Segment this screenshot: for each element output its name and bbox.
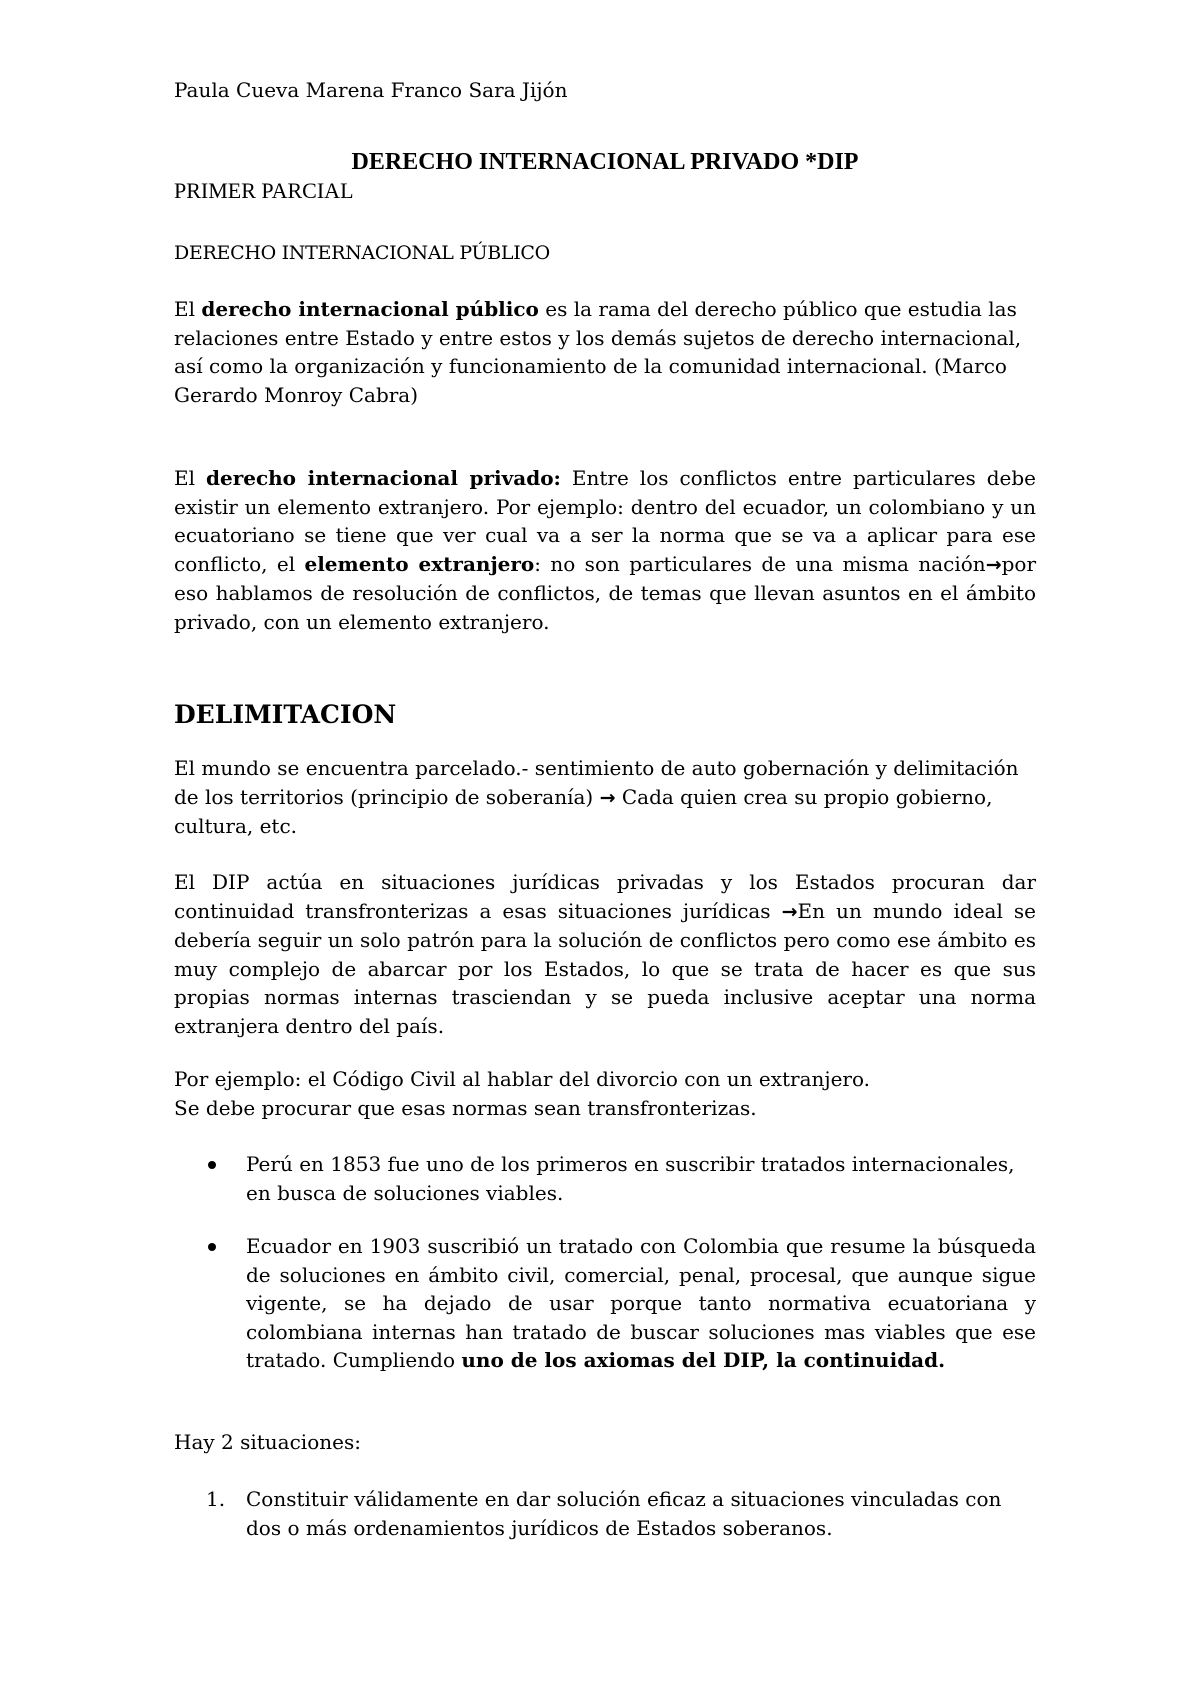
arrow-right-icon: →: [781, 900, 798, 923]
paragraph-dip-actua: [174, 868, 1036, 1040]
paragraph-parcelado: [174, 754, 1036, 841]
paragraph-dip-text2: En un mundo ideal se debería seguir un solo patrón para la solución de conflictos pero como ese ámbito es muy complejo de abarcar por los Estados, lo que se trata de hacer es que sus propias normas internas trasciendan y se pueda inclusive aceptar una norma extranjera dentro del país.: [174, 898, 1036, 1038]
bullet-text: Perú en 1853 fue uno de los primeros en suscribir tratados internacionales, en busca de soluciones viables.: [246, 1152, 1015, 1205]
paragraph-privado: [174, 464, 1036, 636]
heading-delimitacion: DELIMITACION: [174, 700, 397, 729]
term-privado: derecho internacional privado:: [205, 466, 561, 490]
ejemplo-line-2: Se debe procurar que esas normas sean transfronterizas.: [174, 1095, 757, 1120]
arrow-right-icon: →: [985, 553, 1002, 576]
paragraph-publico-text: es la rama del derecho público que estudia las relaciones entre Estado y entre estos y los demás sujetos de derecho internacional, así como la organización y funcionamiento de la comunidad internacional. (Marco Gerardo Monroy Cabra): [174, 297, 1022, 407]
paragraph-dip-text: El DIP actúa en situaciones jurídicas privadas y los Estados procuran dar continuidad transfronterizas a esas situaciones jurídicas: [174, 870, 1036, 923]
bullet-icon: [208, 1161, 216, 1169]
list-item: [174, 1150, 1036, 1207]
list-item: [174, 1485, 1036, 1542]
bullet-list: [174, 1232, 1036, 1375]
term-elemento-extranjero: elemento extranjero: [304, 551, 535, 576]
paragraph-privado-text1: Entre los conflictos entre particulares debe existir un elemento extranjero. Por ejemplo: dentro del ecuador, un colombiano y un ecuatoriano se tiene que ver cual va a ser la norma que se va a aplicar para ese conflicto, el: [174, 466, 1037, 576]
paragraph-privado-text2: : no son particulares de una misma nación: [534, 551, 986, 576]
paragraph-privado-prefix: El: [174, 466, 206, 490]
term-publico: derecho internacional público: [201, 297, 539, 321]
bullet-list: [174, 1150, 1036, 1207]
list-number: 1.: [206, 1487, 226, 1511]
paragraph-parcelado-text2: Cada quien crea su propio gobierno, cultura, etc.: [174, 784, 993, 838]
numbered-list: [174, 1485, 1036, 1542]
list-item: [174, 1232, 1036, 1375]
ejemplo-line-1: Por ejemplo: el Código Civil al hablar del divorcio con un extranjero.: [174, 1067, 871, 1091]
paragraph-parcelado-text: El mundo se encuentra parcelado.- sentimiento de auto gobernación y delimitación de los territorios (principio de soberanía): [174, 756, 1019, 809]
bullet-bold-text: uno de los axiomas del DIP, la continuidad.: [461, 1348, 946, 1372]
situations-intro: Hay 2 situaciones:: [174, 1430, 361, 1454]
document-title: DERECHO INTERNACIONAL PRIVADO *DIP: [351, 149, 859, 175]
paragraph-privado-text3: por eso hablamos de resolución de conflictos, de temas que llevan asuntos en el ámbito privado, con un elemento extranjero.: [174, 551, 1037, 634]
bullet-icon: [208, 1243, 216, 1251]
document-subtitle: PRIMER PARCIAL: [174, 178, 354, 203]
section-heading-publico: DERECHO INTERNACIONAL PÚBLICO: [174, 242, 550, 264]
authors-line: Paula Cueva Marena Franco Sara Jijón: [174, 78, 568, 102]
numbered-text: Constituir válidamente en dar solución eficaz a situaciones vinculadas con dos o más ordenamientos jurídicos de Estados soberanos.: [246, 1487, 1002, 1540]
paragraph-publico: [174, 295, 1036, 409]
bullet-text: Ecuador en 1903 suscribió un tratado con Colombia que resume la búsqueda de soluciones en ámbito civil, comercial, penal, procesal, que aunque sigue vigente, se ha dejado de usar porque tanto normativa ecuatoriana y colombiana internas han tratado de buscar soluciones mas viables que ese tratado. Cumpliendo: [246, 1234, 1036, 1372]
paragraph-publico-prefix: El: [174, 297, 202, 321]
arrow-right-icon: →: [599, 786, 616, 809]
paragraph-ejemplo: [174, 1065, 1036, 1122]
